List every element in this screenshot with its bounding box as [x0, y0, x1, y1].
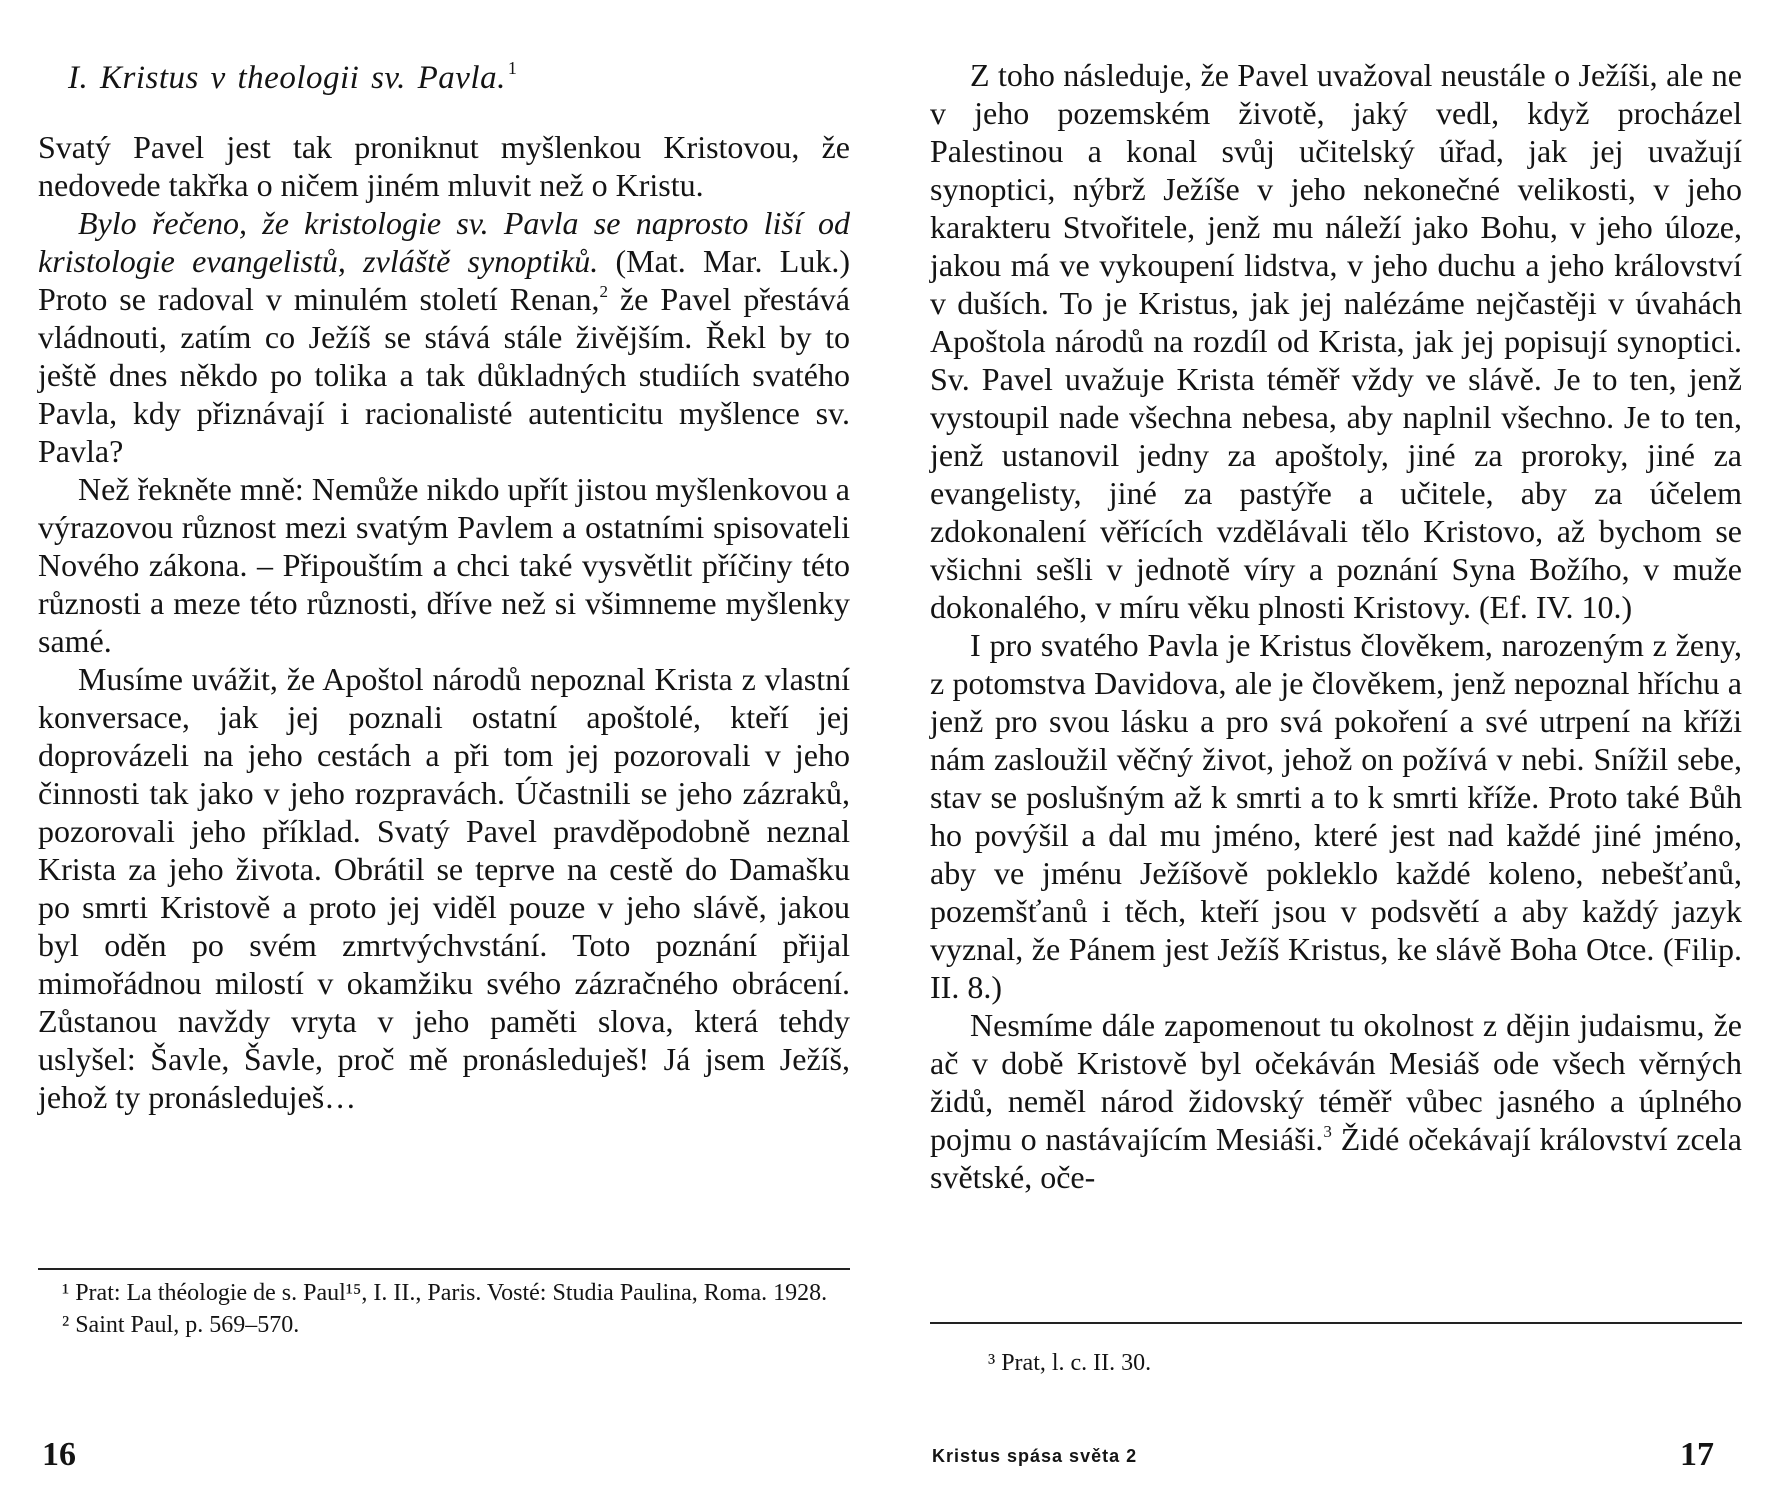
paragraph — [930, 1006, 1742, 1196]
footnote-ref: 1 — [507, 58, 518, 78]
footnote: ³ Prat, l. c. II. 30. — [988, 1350, 1152, 1376]
footnotes — [964, 1348, 1664, 1380]
paragraph-text: Nesmíme dále zapomenout tu okolnost z dějin judaismu, že ač v době Kristově byl očekáván Mesiáš ode všech věrných židů, neměl národ židovský téměř vůbec jasného a úplného pojmu o nastávajícím Mesiáši. — [930, 1007, 1742, 1157]
page-number: 17 — [1680, 1436, 1714, 1473]
paragraph: Než řekněte mně: Nemůže nikdo upřít jistou myšlenkovou a výrazovou různost mezi svatým Pavlem a ostatními spisovateli Nového zákona. – Připouštím a chci také vysvětlit příčiny této různosti a meze této různosti, dříve než si všimneme myšlenky samé. — [38, 471, 850, 659]
signature-mark: Kristus spása světa 2 — [932, 1446, 1138, 1466]
footnote-ref: 3 — [1323, 1122, 1332, 1141]
right-body-text — [930, 56, 1742, 1196]
paragraph: I pro svatého Pavla je Kristus člověkem, narozeným z ženy, z potomstva Davidova, ale je člověkem, jenž nepoznal hříchu a jenž pro svou lásku a pro svá pokoření a své utrpení na kříži nám zasloužil věčný život, jehož on požívá v nebi. Snížil sebe, stav se poslušným až k smrti a to k smrti kříže. Proto také Bůh ho povýšil a dal mu jméno, které jest nad každé jiné jméno, aby ve jménu Ježíšově pokleklo každé koleno, nebešťanů, pozemšťanů i těch, kteří jsou v podsvětí a aby každý jazyk vyznal, že Pánem jest Ježíš Kristus, ke slávě Boha Otce. (Filip. II. 8.) — [930, 627, 1742, 1005]
footnote-ref: 2 — [599, 282, 608, 301]
footnote-rule — [38, 1268, 850, 1270]
page-number: 16 — [42, 1436, 76, 1473]
chapter-heading — [68, 58, 517, 97]
footnote: ² Saint Paul, p. 569–570. — [62, 1312, 300, 1338]
paragraph-text: (Mat. Mar. Luk.) Proto se radoval v minulém století Renan, — [38, 243, 851, 317]
paragraph-text: Židé očekávají království zcela světské, oče- — [930, 1121, 1743, 1195]
footnote: ¹ Prat: La théologie de s. Paul¹⁵, I. II., Paris. Vosté: Studia Paulina, Roma. 1928. — [62, 1280, 828, 1306]
paragraph: Svatý Pavel jest tak proniknut myšlenkou Kristovou, že nedovede takřka o ničem jiném mluvit než o Kristu. — [38, 129, 850, 203]
paragraph: Z toho následuje, že Pavel uvažoval neustále o Ježíši, ale ne v jeho pozemském životě, jaký vedl, když procházel Palestinou a konal svůj učitelský úřad, jak jej uvažují synoptici, nýbrž Ježíše v jeho nekonečné velikosti, v jeho karakteru Stvořitele, jenž mu náleží jako Bohu, v jeho úloze, jakou má ve vykoupení lidstva, v jeho duchu a jeho království v duších. To je Kristus, jak jej nalézáme nejčastěji v úvahách Apoštola národů na rozdíl od Krista, jak jej popisují synoptici. Sv. Pavel uvažuje Krista téměř vždy ve slávě. Je to ten, jenž vystoupil nade všechna nebesa, aby naplnil všechno. Je to ten, jenž ustanovil jedny za apoštoly, jiné za proroky, jiné za evangelisty, jiné za pastýře a učitele, aby za účelem zdokonalení věřících vzdělávali tělo Kristovo, až bychom se všichni sešli v jednotě víry a poznání Syna Božího, v muže dokonalého, v míru věku plnosti Kristovy. (Ef. IV. 10.) — [930, 57, 1742, 625]
paragraph — [38, 204, 850, 470]
footnote-rule — [930, 1322, 1742, 1324]
italic-phrase: Bylo řečeno, že kristologie sv. Pavla se naprosto liší od kristologie evangelistů, zvláště synoptiků. — [38, 205, 850, 279]
left-body-text — [38, 128, 850, 1116]
footnotes — [38, 1278, 850, 1342]
left-page — [38, 0, 850, 1500]
right-page — [930, 0, 1742, 1500]
chapter-heading-text: I. Kristus v theologii sv. Pavla. — [68, 60, 506, 96]
paragraph-text: že Pavel přestává vládnouti, zatím co Ježíš se stává stále živějším. Řekl by to ještě dnes někdo po tolika a tak důkladných studiích svatého Pavla, kdy přiznávají i racionalisté autenticitu myšlence sv. Pavla? — [38, 281, 851, 469]
paragraph: Musíme uvážit, že Apoštol národů nepoznal Krista z vlastní konversace, jak jej poznali ostatní apoštolé, kteří jej doprovázeli na jeho cestách a při tom jej pozorovali v jeho činnosti tak jako v jeho rozpravách. Účastnili se jeho zázraků, pozorovali jeho příklad. Svatý Pavel pravděpodobně neznal Krista za jeho života. Obrátil se teprve na cestě do Damašku po smrti Kristově a proto jej viděl pouze v jeho slávě, jakou byl oděn po svém zmrtvýchvstání. Toto poznání přijal mimořádnou milostí v okamžiku svého zázračného obrácení. Zůstanou navždy vryta v jeho paměti slova, která tehdy uslyšel: Šavle, Šavle, proč mě pronásleduješ! Já jsem Ježíš, jehož ty pronásleduješ… — [38, 661, 850, 1115]
